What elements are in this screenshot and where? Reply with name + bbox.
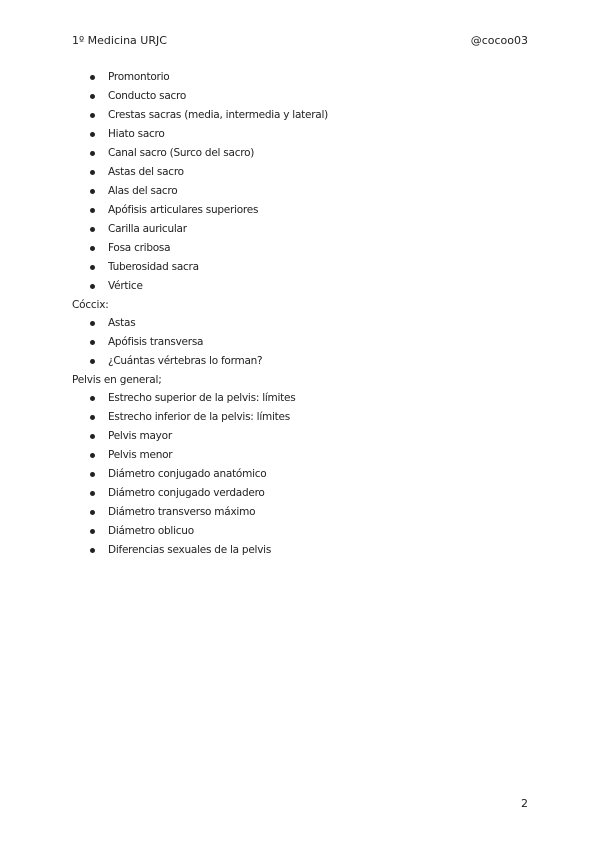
pelvis-list — [72, 389, 528, 560]
bullet-icon — [90, 265, 95, 270]
bullet-icon — [90, 396, 95, 401]
bullet-icon — [90, 227, 95, 232]
list-item — [72, 87, 528, 106]
list-item — [72, 446, 528, 465]
bullet-icon — [90, 510, 95, 515]
document-body — [72, 68, 528, 560]
list-item-text: Alas del sacro — [108, 185, 178, 197]
list-item-text: Astas — [108, 317, 136, 329]
bullet-icon — [90, 359, 95, 364]
list-item — [72, 106, 528, 125]
list-item-text: Pelvis mayor — [108, 430, 172, 442]
bullet-icon — [90, 491, 95, 496]
pelvis-heading: Pelvis en general; — [72, 374, 162, 386]
list-item-text: Crestas sacras (media, intermedia y lateral) — [108, 109, 328, 121]
list-item — [72, 427, 528, 446]
list-item — [72, 333, 528, 352]
list-item — [72, 314, 528, 333]
bullet-icon — [90, 208, 95, 213]
list-item — [72, 352, 528, 371]
list-item-text: ¿Cuántas vértebras lo forman? — [108, 355, 263, 367]
list-item — [72, 484, 528, 503]
bullet-icon — [90, 94, 95, 99]
list-item-text: Diferencias sexuales de la pelvis — [108, 544, 272, 556]
list-item — [72, 503, 528, 522]
bullet-icon — [90, 75, 95, 80]
list-item-text: Apófisis transversa — [108, 336, 204, 348]
list-item-text: Astas del sacro — [108, 166, 184, 178]
list-item-text: Estrecho superior de la pelvis: límites — [108, 392, 296, 404]
bullet-icon — [90, 434, 95, 439]
list-item-text: Vértice — [108, 280, 143, 292]
bullet-icon — [90, 472, 95, 477]
bullet-icon — [90, 113, 95, 118]
list-item — [72, 389, 528, 408]
list-item — [72, 408, 528, 427]
list-item — [72, 182, 528, 201]
bullet-icon — [90, 151, 95, 156]
list-item — [72, 239, 528, 258]
bullet-icon — [90, 340, 95, 345]
bullet-icon — [90, 548, 95, 553]
list-item-text: Diámetro conjugado anatómico — [108, 468, 267, 480]
list-item-text: Fosa cribosa — [108, 242, 171, 254]
course-title: 1º Medicina URJC — [72, 34, 167, 47]
list-item — [72, 541, 528, 560]
coccix-heading: Cóccix: — [72, 299, 109, 311]
list-item — [72, 68, 528, 87]
bullet-icon — [90, 415, 95, 420]
list-item — [72, 220, 528, 239]
list-item-text: Diámetro transverso máximo — [108, 506, 256, 518]
list-item — [72, 125, 528, 144]
bullet-icon — [90, 189, 95, 194]
page-header — [72, 34, 528, 50]
bullet-icon — [90, 246, 95, 251]
list-item — [72, 258, 528, 277]
bullet-icon — [90, 453, 95, 458]
list-item-text: Carilla auricular — [108, 223, 187, 235]
page-number: 2 — [521, 797, 528, 810]
list-item-text: Apófisis articulares superiores — [108, 204, 259, 216]
coccix-list — [72, 314, 528, 371]
bullet-icon — [90, 529, 95, 534]
list-item-text: Canal sacro (Surco del sacro) — [108, 147, 255, 159]
list-item-text: Diámetro oblicuo — [108, 525, 194, 537]
bullet-icon — [90, 321, 95, 326]
sacro-list — [72, 68, 528, 296]
list-item-text: Tuberosidad sacra — [108, 261, 199, 273]
list-item — [72, 465, 528, 484]
list-item-text: Conducto sacro — [108, 90, 187, 102]
list-item — [72, 201, 528, 220]
bullet-icon — [90, 170, 95, 175]
list-item-text: Pelvis menor — [108, 449, 173, 461]
list-item — [72, 277, 528, 296]
list-item — [72, 522, 528, 541]
list-item-text: Promontorio — [108, 71, 170, 83]
bullet-icon — [90, 284, 95, 289]
list-item — [72, 163, 528, 182]
bullet-icon — [90, 132, 95, 137]
list-item-text: Estrecho inferior de la pelvis: límites — [108, 411, 290, 423]
author-handle: @cocoo03 — [470, 34, 528, 47]
list-item-text: Hiato sacro — [108, 128, 165, 140]
list-item — [72, 144, 528, 163]
list-item-text: Diámetro conjugado verdadero — [108, 487, 265, 499]
